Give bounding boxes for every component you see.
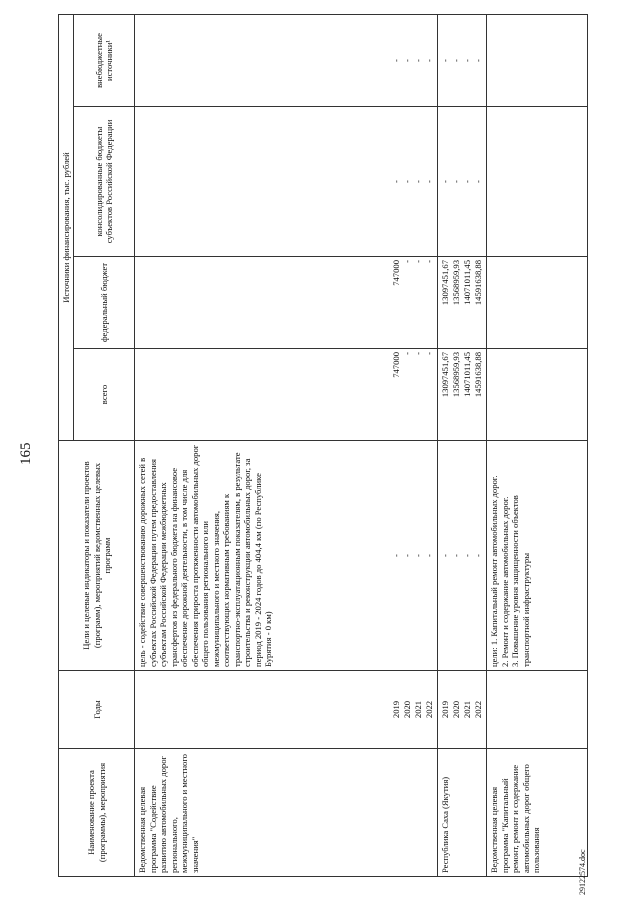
header-name: Наименование проекта (программы), мероприятия [59, 749, 135, 877]
goal-cell: - [402, 554, 413, 557]
header-federal: федеральный бюджет [74, 257, 135, 349]
header-sources: Источники финансирования, тыс. рублей [59, 14, 74, 440]
goal-cell: - [413, 554, 424, 557]
extra-cell: - [473, 59, 484, 62]
header-goals: Цели и целевые индикаторы и показатели проектов (программ), мероприятий ведомственных целевых программ [59, 441, 135, 671]
year-cell: 2019 [440, 700, 451, 719]
document-id: 29122574.doc [578, 849, 587, 895]
goal-cell: - [473, 554, 484, 557]
total-cell: 14591638,88 [473, 352, 484, 398]
federal-cell: - [424, 260, 435, 263]
extra-cell: - [402, 59, 413, 62]
total-cell: 14071011,45 [462, 352, 473, 397]
regional-cell: - [462, 180, 473, 183]
federal-cell: 14591638,88 [473, 260, 484, 306]
year-cell: 2021 [413, 700, 424, 719]
goal-cell: - [440, 554, 451, 557]
year-cell: 2022 [424, 700, 435, 719]
extra-cell: - [451, 59, 462, 62]
extra-cell: - [413, 59, 424, 62]
year-cell: 2020 [402, 700, 413, 719]
total-cell: 747000 [391, 352, 402, 378]
extra-cell: - [440, 59, 451, 62]
goal-cell: - [462, 554, 473, 557]
financing-table [58, 14, 588, 877]
total-cell: 13097451,67 [440, 352, 451, 398]
header-row-1 [59, 14, 74, 876]
regional-cell: - [413, 180, 424, 183]
year-cell: 2022 [473, 700, 484, 719]
total-cell: - [424, 352, 435, 355]
page-number: 165 [18, 442, 34, 465]
regional-cell: - [391, 180, 402, 183]
year-cell: 2019 [391, 700, 402, 719]
regional-cell: - [440, 180, 451, 183]
regional-cell: - [451, 180, 462, 183]
program-name-1: Ведомственная целевая программа "Содействие развитию автомобильных дорог регионального, межмуниципального и местного значения" [135, 749, 390, 877]
federal-cell: - [402, 260, 413, 263]
federal-cell: - [413, 260, 424, 263]
regional-cell: - [424, 180, 435, 183]
header-extra: внебюджетные источники¹ [74, 14, 135, 106]
regional-cell: - [402, 180, 413, 183]
regional-cell: - [473, 180, 484, 183]
program-goal-1: цель - содействие совершенствованию дорожных сетей в субъектах Российской Федерации путем предоставления субъектам Российской Федерации межбюджетных трансфертов из федерального бюджета на финансовое обеспечение дорожной деятельности, в том числе для обеспечения прироста протяженности автомобильных дорог общего пользования регионального или межмуниципального и местного значения, соответствующих нормативным требованиям к транспортно-эксплуатационным показателям, в результате строительства и реконструкции автомобильных дорог, за период 2019 - 2024 годов до 404,4 км (по Республике Бурятия - 0 км) [135, 441, 390, 671]
goal-cell: - [451, 554, 462, 557]
total-cell: 13568959,93 [451, 352, 462, 398]
program-goal-2: цели: 1. Капитальный ремонт автомобильных дорог. 2. Ремонт и содержание автомобильных дорог. 3. Повышение уровня защищенности объектов транспортной инфраструктуры [487, 441, 588, 671]
extra-cell: - [462, 59, 473, 62]
header-years: Годы [59, 671, 135, 749]
program-name-2: Ведомственная целевая программа "Капитальный ремонт, ремонт и содержание автомобильных дорог общего пользования [487, 749, 588, 877]
extra-cell: - [424, 59, 435, 62]
extra-cell: - [391, 59, 402, 62]
goal-cell: - [424, 554, 435, 557]
header-regional: консолидированные бюджеты субъектов Российской Федерации [74, 107, 135, 257]
year-cell: 2021 [462, 700, 473, 719]
goal-cell: - [391, 554, 402, 557]
federal-cell: 13097451,67 [440, 260, 451, 306]
federal-cell: 14071011,45 [462, 260, 473, 305]
header-total: всего [74, 349, 135, 441]
total-cell: - [413, 352, 424, 355]
year-cell: 2020 [451, 700, 462, 719]
program-row-2 [487, 14, 588, 876]
total-cell: - [402, 352, 413, 355]
program-row-1 [135, 14, 390, 876]
federal-cell: 747000 [391, 260, 402, 286]
federal-cell: 13568959,93 [451, 260, 462, 306]
region-name: Республика Саха (Якутия) [438, 749, 487, 877]
region-row-sakha [438, 14, 487, 876]
year-block-1 [389, 14, 438, 876]
